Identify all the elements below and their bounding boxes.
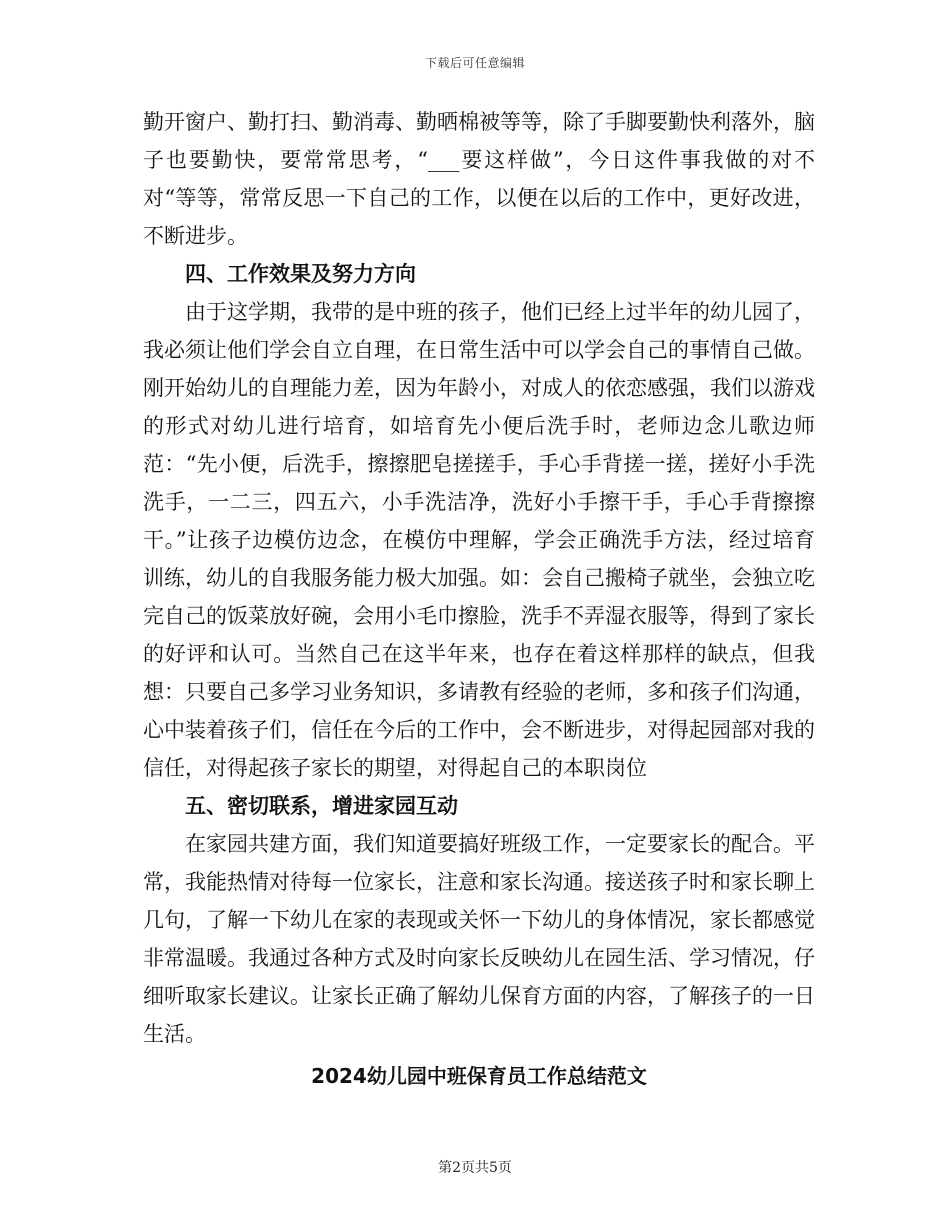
section-heading-5: 五、密切联系，增进家园互动	[185, 794, 458, 818]
section-heading-4: 四、工作效果及努力方向	[185, 262, 416, 286]
paragraph-hygiene-continued: 勤开窗户、勤打扫、勤消毒、勤晒棉被等等，除了手脚要勤快利落外，脑子也要勤快，要常常思考，“___要这样做”，今日这件事我做的对不对“等等，常常反思一下自己的工作，以便在以后的工作中，更好改进，不断进步。	[143, 110, 815, 248]
paragraph-work-effects: 由于这学期，我带的是中班的孩子，他们已经上过半年的幼儿园了，我必须让他们学会自立自理，在日常生活中可以学会自己的事情自己做。刚开始幼儿的自理能力差，因为年龄小，对成人的依恋感强，我们以游戏的形式对幼儿进行培育，如培育先小便后洗手时，老师边念儿歌边师范：“先小便，后洗手，擦擦肥皂搓搓手，手心手背搓一搓，搓好小手洗洗手，一二三，四五六，小手洗洁净，洗好小手擦干手，手心手背擦擦干。”让孩子边模仿边念，在模仿中理解，学会正确洗手方法，经过培育训练，幼儿的自我服务能力极大加强。如：会自己搬椅子就坐，会独立吃完自己的饭菜放好碗，会用小毛巾擦脸，洗手不弄湿衣服等，得到了家长的好评和认可。当然自己在这半年来，也存在着这样那样的缺点，但我想：只要自己多学习业务知识，多请教有经验的老师，多和孩子们沟通，心中装着孩子们，信任在今后的工作中，会不断进步，对得起园部对我的信任，对得起孩子家长的期望，对得起自己的本职岗位	[143, 300, 815, 780]
paragraph-home-school: 在家园共建方面，我们知道要搞好班级工作，一定要家长的配合。平常，我能热情对待每一位家长，注意和家长沟通。接送孩子时和家长聊上几句，了解一下幼儿在家的表现或关怀一下幼儿的身体情况，家长都感觉非常温暖。我通过各种方式及时向家长反映幼儿在园生活、学习情况，仔细听取家长建议。让家长正确了解幼儿保育方面的内容，了解孩子的一日生活。	[143, 832, 815, 1046]
document-subtitle: 2024幼儿园中班保育员工作总结范文	[311, 1064, 647, 1088]
page-header-note: 下载后可任意编辑	[424, 56, 525, 70]
page-number: 第2页共5页	[438, 1160, 512, 1176]
document-body	[143, 103, 815, 1095]
